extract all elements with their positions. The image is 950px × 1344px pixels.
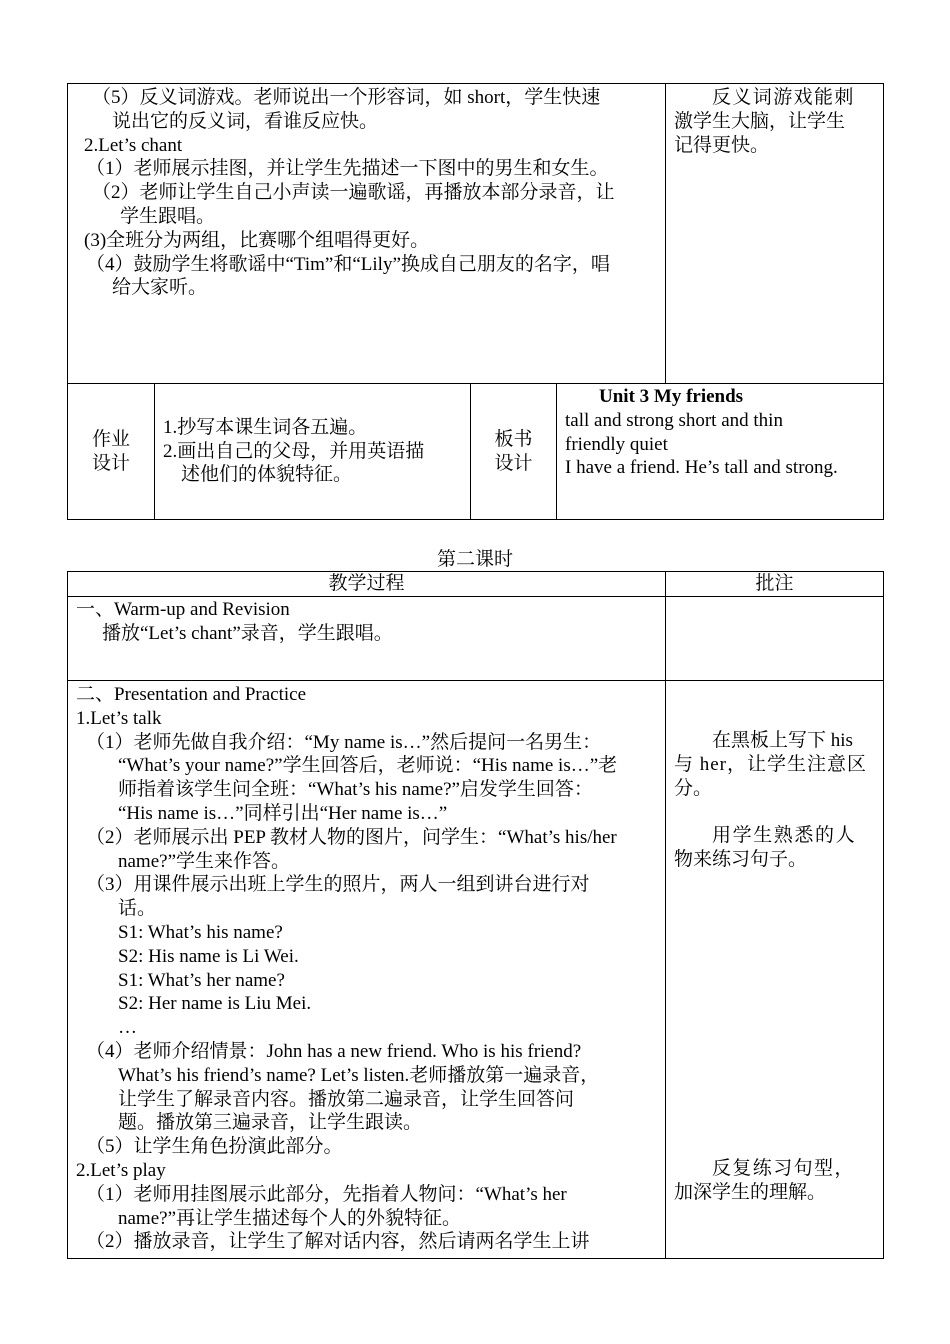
homework-item: 2.画出自己的父母，并用英语描 [163,440,425,462]
presentation-notes-cell [666,681,884,1259]
dialogue-line: … [118,1017,137,1039]
note-line: 用学生熟悉的人 [712,825,857,846]
talk-line: “What’s your name?”学生回答后，老师说：“His name is…”老 [118,755,618,777]
text-line: 说出它的反义词，看谁反应快。 [112,110,379,132]
play-line: （1）老师用挂图展示此部分，先指着人物问：“What’s her [86,1183,567,1205]
dialogue-line: S1: What’s her name? [118,969,285,991]
top-process-cell [68,84,666,384]
warmup-line: 播放“Let’s chant”录音，学生跟唱。 [102,622,393,644]
lesson2-table [67,571,884,1259]
warmup-cell [68,597,666,681]
note-line: 分。 [674,777,713,799]
talk-line: 题。播放第三遍录音，让学生跟读。 [118,1112,423,1134]
talk-line: （4）老师介绍情景：John has a new friend. Who is his friend? [86,1040,582,1062]
note-line: 反复练习句型， [712,1158,855,1179]
talk-line: name?”学生来作答。 [118,850,291,872]
board-line: I have a friend. He’s tall and strong. [565,457,838,479]
board-title: Unit 3 My friends [599,386,744,407]
note-block [674,1157,880,1205]
homework-item: 述他们的体貌特征。 [181,464,353,486]
talk-line: 让学生了解录音内容。播放第二遍录音，让学生回答问 [118,1088,575,1110]
warmup-title: 一、Warm-up and Revision [76,599,290,620]
note-block [674,729,880,800]
play-title: 2.Let’s play [76,1159,166,1181]
talk-line: （1）老师先做自我介绍：“My name is…”然后提问一名男生： [86,731,602,753]
text-line: （4）鼓励学生将歌谣中“Tim”和“Lily”换成自己朋友的名字，唱 [86,253,610,275]
dialogue-line: S2: Her name is Liu Mei. [118,993,312,1015]
board-line: tall and strong short and thin [565,409,783,431]
presentation-cell [68,681,666,1259]
note-line: 与 her，让学生注意区 [674,753,868,775]
note-line: 记得更快。 [674,134,770,156]
dialogue-line: S1: What’s his name? [118,921,283,943]
talk-line: （2）老师展示出 PEP 教材人物的图片，问学生：“What’s his/her [86,826,617,848]
talk-line: （5）让学生角色扮演此部分。 [86,1136,343,1158]
text-line: （2）老师让学生自己小声读一遍歌谣，再播放本部分录音，让 [92,182,615,204]
homework-label: 设计 [91,452,130,474]
homework-label: 作业 [91,428,130,450]
text-line: （5）反义词游戏。老师说出一个形容词，如 short，学生快速 [92,87,601,108]
column-header-process: 教学过程 [68,572,666,597]
board-line: friendly quiet [565,433,668,455]
note-line: 物来练习句子。 [674,848,808,870]
presentation-title: 二、Presentation and Practice [76,684,307,705]
homework-table [67,383,884,520]
board-label: 设计 [494,452,533,474]
top-table [67,83,884,384]
board-content-cell [557,384,884,520]
lesson-heading: 第二课时 [436,549,513,570]
column-header-notes: 批注 [666,572,884,597]
warmup-notes-cell [666,597,884,681]
talk-line: What’s his friend’s name? Let’s listen.老师播放第一遍录音， [118,1064,600,1086]
dialogue-line: S2: His name is Li Wei. [118,945,299,967]
board-label: 板书 [494,428,533,450]
homework-content-cell [155,384,471,520]
text-line: （1）老师展示挂图，并让学生先描述一下图中的男生和女生。 [86,158,609,180]
play-line: （2）播放录音，让学生了解对话内容，然后请两名学生上讲 [86,1231,590,1253]
text-line: 学生跟唱。 [120,205,216,227]
board-label-cell [471,384,557,520]
text-line: 2.Let’s chant [84,134,183,156]
text-line: (3)全班分为两组，比赛哪个组唱得更好。 [84,229,430,251]
talk-line: （3）用课件展示出班上学生的照片，两人一组到讲台进行对 [86,874,590,896]
note-line: 激学生大脑，让学生 [674,110,846,132]
text-line: 给大家听。 [112,277,208,299]
top-notes-cell [666,84,884,384]
play-line: name?”再让学生描述每个人的外貌特征。 [118,1207,462,1229]
homework-item: 1.抄写本课生词各五遍。 [163,416,368,438]
talk-line: 话。 [118,898,157,920]
note-line: 反义词游戏能刺 [712,87,855,108]
note-line: 在黑板上写下 his [712,730,853,751]
talk-line: 师指着该学生问全班：“What’s his name?”启发学生回答： [118,779,593,801]
note-block [674,824,880,872]
talk-title: 1.Let’s talk [76,707,162,729]
talk-line: “His name is…”同样引出“Her name is…” [118,802,448,824]
homework-label-cell [68,384,155,520]
note-line: 加深学生的理解。 [674,1181,827,1203]
